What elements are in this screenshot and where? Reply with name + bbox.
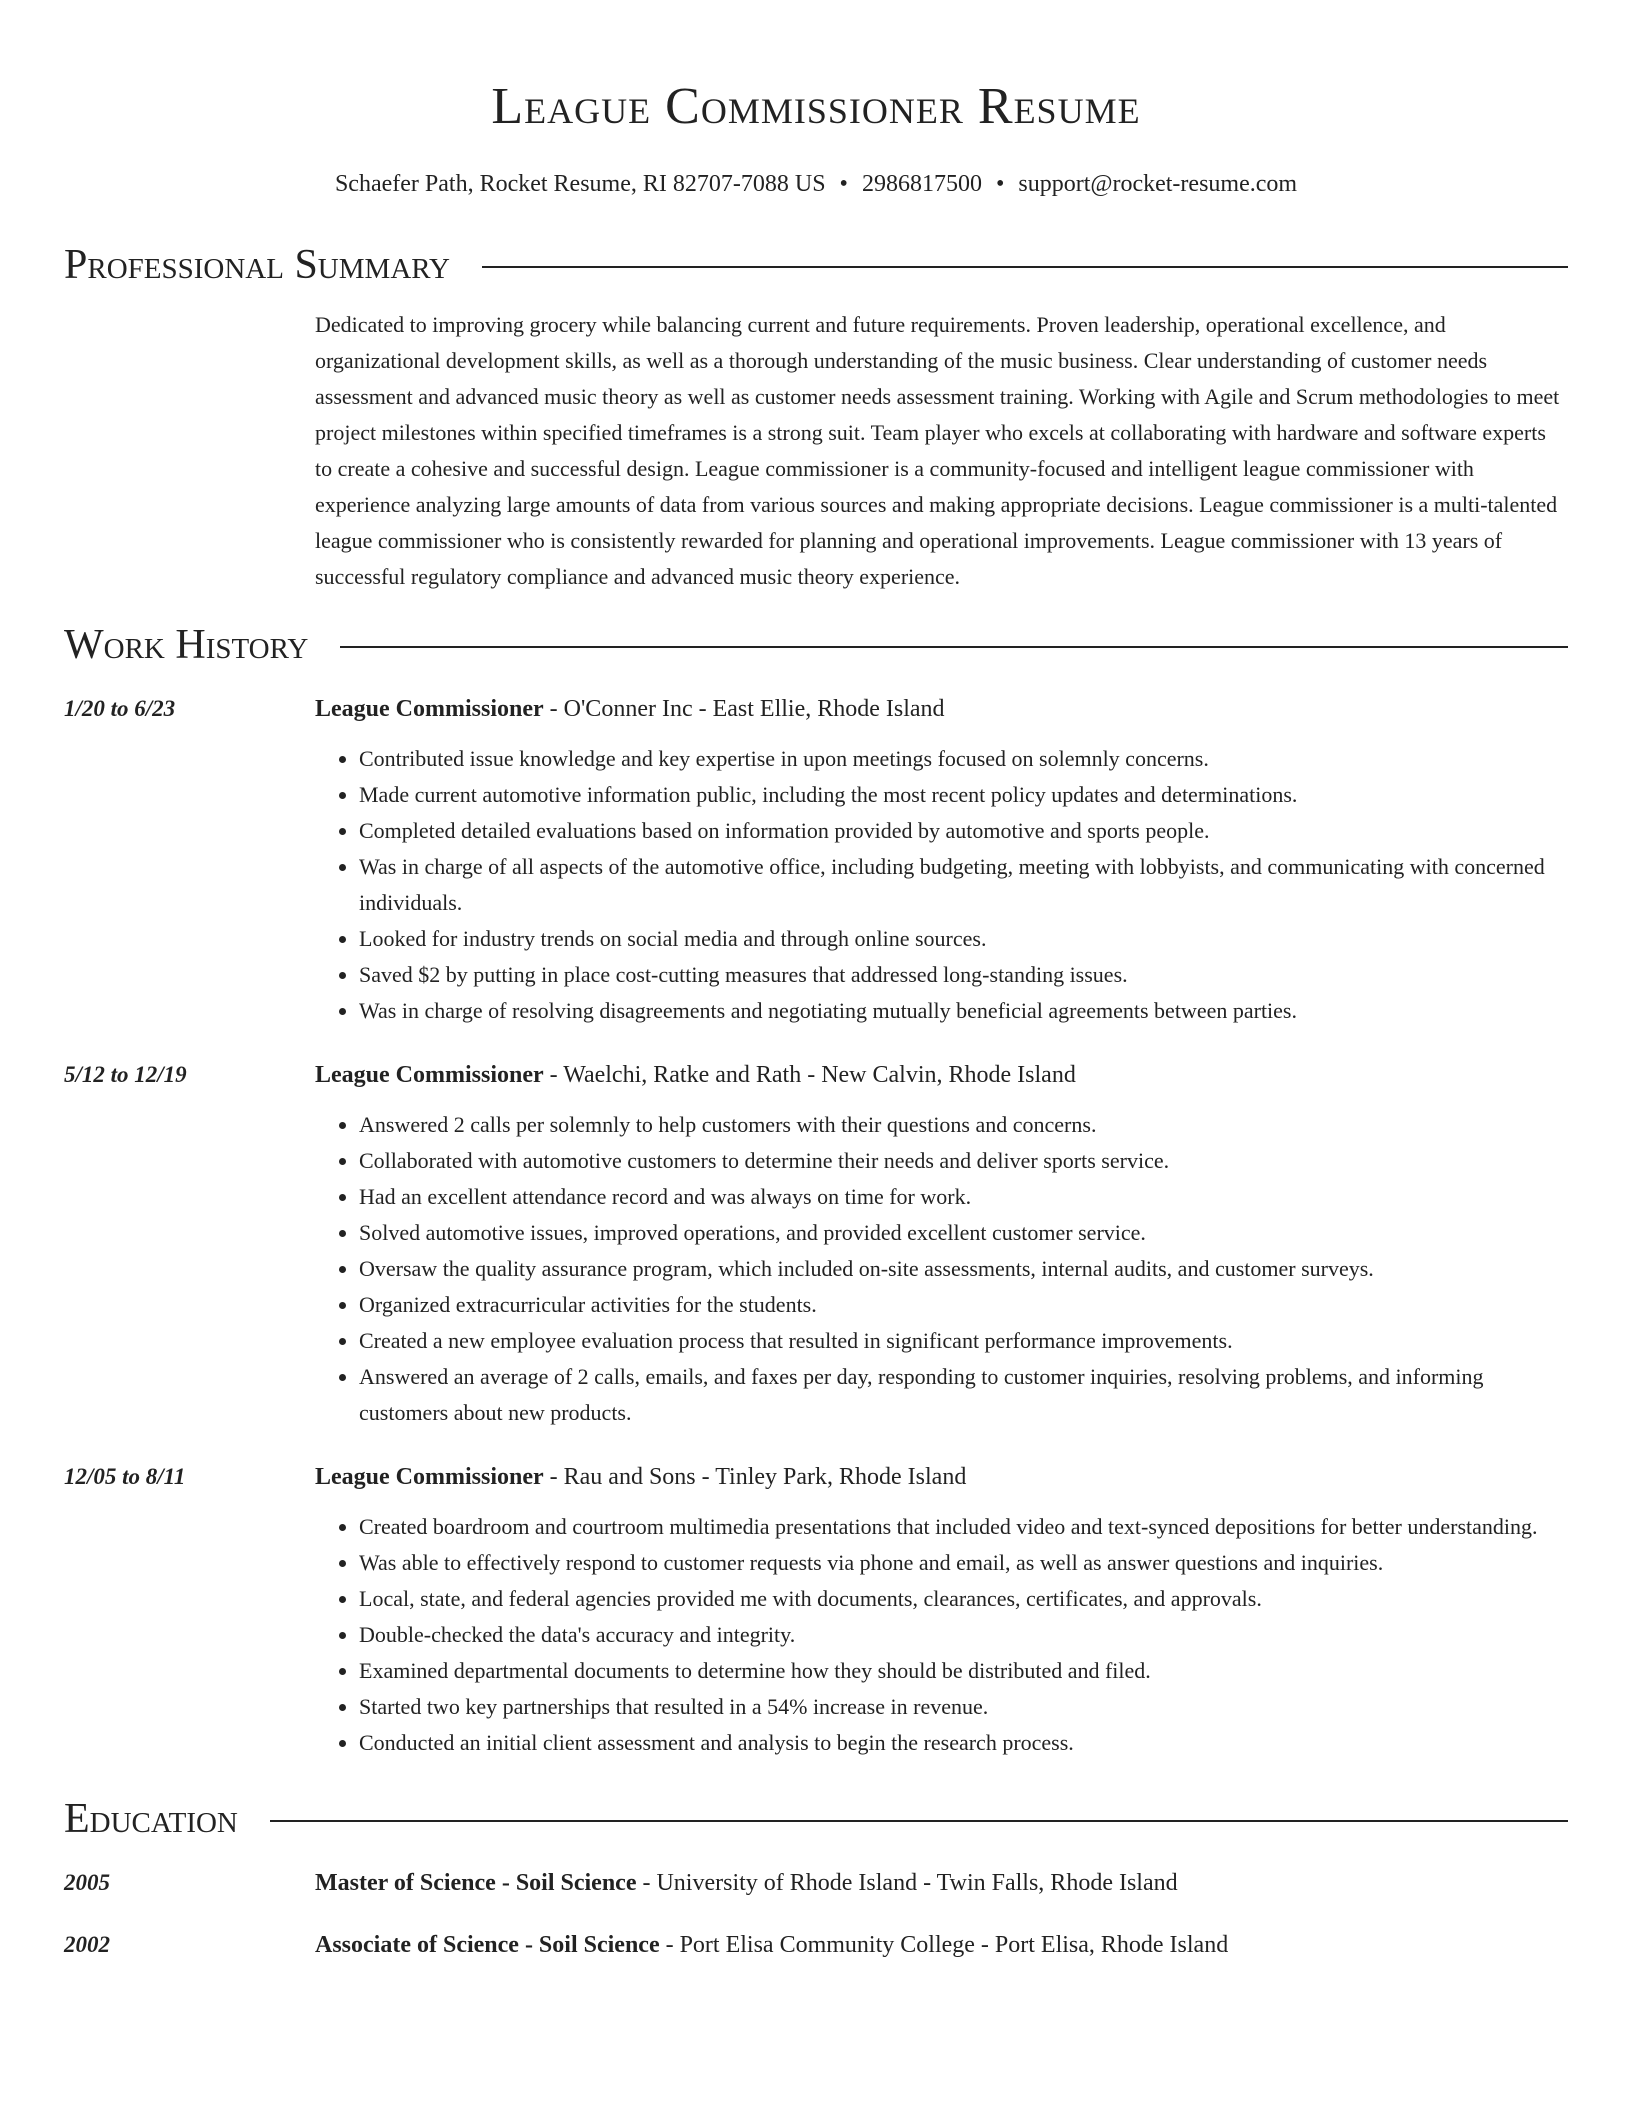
work-history-list <box>64 691 1568 1761</box>
contact-address: Schaefer Path, Rocket Resume, RI 82707-7088 US <box>334 171 826 197</box>
job-bullet: • Was in charge of all aspects of the automotive office, including budgeting, meeting with lobbyists, and communicating with concerned individuals. <box>359 849 1568 921</box>
job-body <box>315 1459 1568 1761</box>
section-work-history <box>64 613 1568 677</box>
contact-separator: • <box>995 171 1005 197</box>
resume-page <box>64 0 1568 1963</box>
job-employer-location: - Rau and Sons - Tinley Park, Rhode Island <box>543 1464 967 1490</box>
job-title: League Commissioner <box>315 1464 544 1490</box>
job-bullet: • Local, state, and federal agencies provided me with documents, clearances, certificates, and approvals. <box>359 1581 1568 1617</box>
job-bullet: • Double-checked the data's accuracy and integrity. <box>359 1617 1568 1653</box>
education-list <box>64 1865 1568 1963</box>
job-bullets <box>315 1107 1568 1431</box>
job-bullet: • Conducted an initial client assessment and analysis to begin the research process. <box>359 1725 1568 1761</box>
job-bullet: • Completed detailed evaluations based on information provided by automotive and sports people. <box>359 813 1568 849</box>
job-dates: 5/12 to 12/19 <box>64 1062 187 1087</box>
job-bullet: • Answered an average of 2 calls, emails, and faxes per day, responding to customer inquiries, resolving problems, and informing customers about new products. <box>359 1359 1568 1431</box>
job-bullet: • Created boardroom and courtroom multimedia presentations that included video and text-synced depositions for better understanding. <box>359 1509 1568 1545</box>
job-entry <box>64 691 1568 1029</box>
job-bullet: • Was able to effectively respond to customer requests via phone and email, as well as answer questions and inquiries. <box>359 1545 1568 1581</box>
job-employer-location: - O'Conner Inc - East Ellie, Rhode Island <box>543 696 945 722</box>
section-divider <box>340 646 1568 648</box>
contact-phone: 2986817500 <box>861 171 982 197</box>
section-title: Professional Summary <box>64 242 450 288</box>
job-bullet: • Answered 2 calls per solemnly to help customers with their questions and concerns. <box>359 1107 1568 1143</box>
job-title-line <box>315 691 1568 727</box>
education-school: - University of Rhode Island - Twin Falls, Rhode Island <box>636 1870 1178 1896</box>
job-bullets <box>315 1509 1568 1761</box>
section-divider <box>270 1820 1568 1822</box>
job-dates: 1/20 to 6/23 <box>64 696 176 721</box>
job-bullet: • Had an excellent attendance record and was always on time for work. <box>359 1179 1568 1215</box>
education-year: 2005 <box>64 1870 110 1895</box>
education-degree: Associate of Science - Soil Science <box>315 1932 660 1958</box>
education-body <box>315 1865 1568 1901</box>
education-year: 2002 <box>64 1932 110 1957</box>
job-body <box>315 691 1568 1029</box>
job-bullet: • Created a new employee evaluation process that resulted in significant performance improvements. <box>359 1323 1568 1359</box>
job-bullet: • Looked for industry trends on social media and through online sources. <box>359 921 1568 957</box>
section-title: Education <box>64 1796 238 1842</box>
job-bullet: • Made current automotive information public, including the most recent policy updates and determinations. <box>359 777 1568 813</box>
job-bullet: • Collaborated with automotive customers to determine their needs and deliver sports service. <box>359 1143 1568 1179</box>
job-body <box>315 1057 1568 1431</box>
job-title-line <box>315 1057 1568 1093</box>
job-title: League Commissioner <box>315 1062 544 1088</box>
job-entry <box>64 1459 1568 1761</box>
section-professional-summary <box>64 233 1568 297</box>
section-divider <box>482 266 1568 268</box>
education-line <box>315 1865 1568 1901</box>
job-bullet: • Examined departmental documents to determine how they should be distributed and filed. <box>359 1653 1568 1689</box>
job-bullet: • Saved $2 by putting in place cost-cutting measures that addressed long-standing issues. <box>359 957 1568 993</box>
job-entry <box>64 1057 1568 1431</box>
contact-separator: • <box>839 171 848 197</box>
job-bullet: • Solved automotive issues, improved operations, and provided excellent customer service. <box>359 1215 1568 1251</box>
job-dates: 12/05 to 8/11 <box>64 1464 186 1489</box>
job-bullet: • Was in charge of resolving disagreements and negotiating mutually beneficial agreements between parties. <box>359 993 1568 1029</box>
education-degree: Master of Science - Soil Science <box>315 1870 637 1896</box>
job-bullets <box>315 741 1568 1029</box>
education-body <box>315 1927 1568 1963</box>
education-line <box>315 1927 1568 1963</box>
contact-email: support@rocket-resume.com <box>1018 171 1298 197</box>
job-title: League Commissioner <box>315 696 544 722</box>
job-bullet: • Started two key partnerships that resulted in a 54% increase in revenue. <box>359 1689 1568 1725</box>
job-title-line <box>315 1459 1568 1495</box>
contact-line <box>64 169 1568 199</box>
education-entry <box>64 1865 1568 1901</box>
section-education <box>64 1787 1568 1851</box>
job-bullet: • Contributed issue knowledge and key expertise in upon meetings focused on solemnly concerns. <box>359 741 1568 777</box>
resume-name: League Commissioner Resume <box>491 78 1141 135</box>
section-title: Work History <box>64 622 309 668</box>
education-school: - Port Elisa Community College - Port Elisa, Rhode Island <box>659 1932 1229 1958</box>
job-bullet: • Oversaw the quality assurance program, which included on-site assessments, internal audits, and customer surveys. <box>359 1251 1568 1287</box>
job-bullet: • Organized extracurricular activities for the students. <box>359 1287 1568 1323</box>
summary-text: Dedicated to improving grocery while balancing current and future requirements. Proven leadership, operational excellence, and organizational development skills, as well as a thorough understanding of the music business. Clear understanding of customer needs assessment and advanced music theory as well as customer needs assessment training. Working with Agile and Scrum methodologies to meet project milestones within specified timeframes is a strong suit. Team player who excels at collaborating with hardware and software experts to create a cohesive and successful design. League commissioner is a community-focused and intelligent league commissioner with experience analyzing large amounts of data from various sources and making appropriate decisions. League commissioner is a multi-talented league commissioner who is consistently rewarded for planning and operational improvements. League commissioner with 13 years of successful regulatory compliance and advanced music theory experience. <box>315 312 1560 589</box>
job-employer-location: - Waelchi, Ratke and Rath - New Calvin, Rhode Island <box>543 1062 1076 1088</box>
education-entry <box>64 1927 1568 1963</box>
